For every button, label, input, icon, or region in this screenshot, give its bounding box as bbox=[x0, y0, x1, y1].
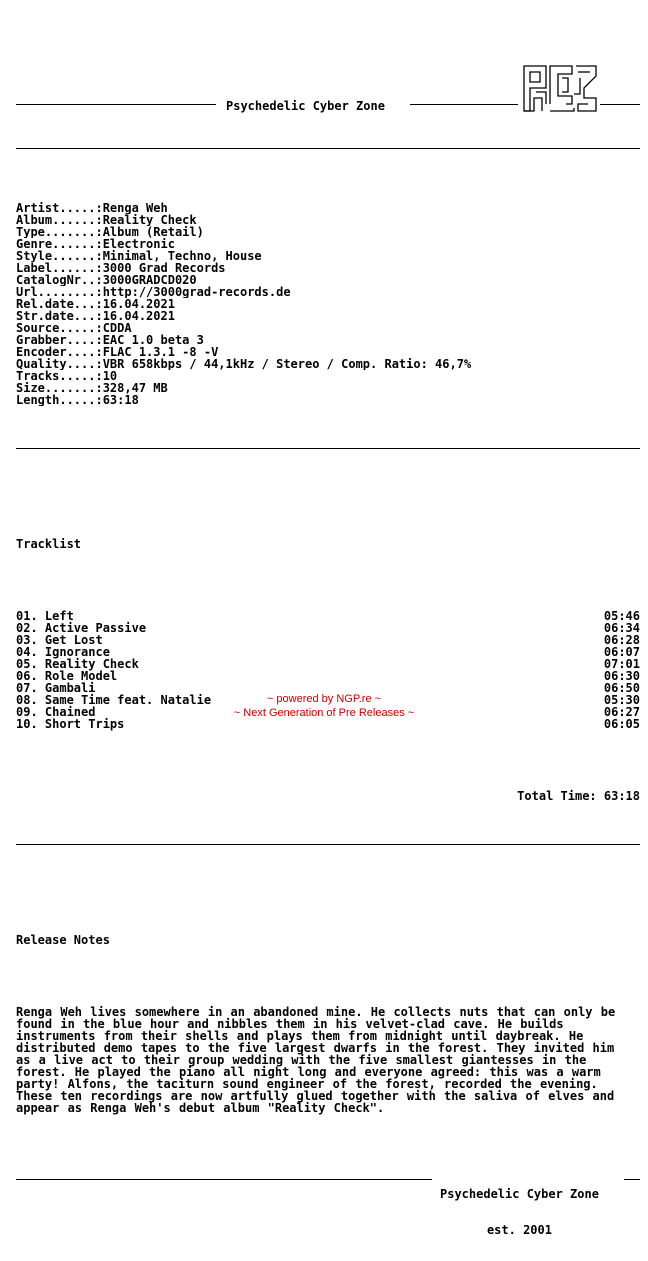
info-value: Renga Weh bbox=[102, 202, 168, 214]
info-key: Rel.date...: bbox=[16, 298, 103, 310]
info-key: Size.......: bbox=[16, 382, 103, 394]
track-title: 02. Active Passive bbox=[16, 621, 147, 635]
info-value: 63:18 bbox=[102, 394, 139, 406]
track-time: 06:50 bbox=[603, 681, 640, 695]
divider bbox=[16, 838, 640, 850]
info-key: Type.......: bbox=[16, 226, 103, 238]
info-key: Encoder....: bbox=[16, 346, 103, 358]
footer-text bbox=[440, 1164, 599, 1260]
info-key: Style......: bbox=[16, 250, 103, 262]
info-value: 10 bbox=[102, 370, 118, 382]
info-value: 328,47 MB bbox=[102, 382, 168, 394]
info-value: VBR 658kbps / 44,1kHz / Stereo / Comp. Ratio: 46,7% bbox=[102, 358, 472, 370]
footer-est: est. 2001 bbox=[486, 1223, 552, 1237]
info-value: 3000GRADCD020 bbox=[102, 274, 197, 286]
track-row bbox=[16, 622, 640, 634]
divider bbox=[16, 442, 640, 454]
nfo-document bbox=[16, 16, 640, 1237]
info-key: Str.date...: bbox=[16, 310, 103, 322]
info-key: Album......: bbox=[16, 214, 103, 226]
track-row bbox=[16, 670, 640, 682]
track-time: 05:46 bbox=[603, 609, 640, 623]
track-title: 09. Chained bbox=[16, 705, 96, 719]
info-key: Url........: bbox=[16, 286, 103, 298]
total-time: Total Time: 63:18 bbox=[517, 789, 640, 803]
blank-line bbox=[16, 478, 640, 490]
footer bbox=[16, 1162, 640, 1237]
info-key: Quality....: bbox=[16, 358, 103, 370]
track-time: 06:30 bbox=[603, 669, 640, 683]
info-row bbox=[16, 226, 640, 238]
info-row bbox=[16, 358, 640, 370]
track-title: 05. Reality Check bbox=[16, 657, 139, 671]
blank-line bbox=[16, 574, 640, 586]
info-row bbox=[16, 334, 640, 346]
credits bbox=[0, 692, 648, 720]
header bbox=[16, 64, 640, 112]
info-key: Artist.....: bbox=[16, 202, 103, 214]
info-row bbox=[16, 214, 640, 226]
credits-powered-by: ~ powered by NGP.re ~ bbox=[266, 693, 382, 705]
footer-rule-left bbox=[16, 1179, 432, 1180]
tracklist-heading: Tracklist bbox=[16, 538, 82, 550]
info-key: Tracks.....: bbox=[16, 370, 103, 382]
info-value: EAC 1.0 beta 3 bbox=[102, 334, 204, 346]
blank-line bbox=[16, 970, 640, 982]
track-title: 04. Ignorance bbox=[16, 645, 110, 659]
info-value: 16.04.2021 bbox=[102, 298, 175, 310]
info-key: CatalogNr..: bbox=[16, 274, 103, 286]
info-value: Album (Retail) bbox=[102, 226, 204, 238]
info-row bbox=[16, 322, 640, 334]
info-value: FLAC 1.3.1 -8 -V bbox=[102, 346, 219, 358]
track-title: 08. Same Time feat. Natalie bbox=[16, 693, 212, 707]
track-title: 01. Left bbox=[16, 609, 74, 623]
info-value: Minimal, Techno, House bbox=[102, 250, 262, 262]
info-row bbox=[16, 310, 640, 322]
info-row bbox=[16, 370, 640, 382]
info-row bbox=[16, 202, 640, 214]
track-time: 06:27 bbox=[603, 705, 640, 719]
footer-rule-right bbox=[624, 1179, 640, 1180]
info-row bbox=[16, 382, 640, 394]
footer-title: Psychedelic Cyber Zone bbox=[440, 1187, 599, 1201]
release-info bbox=[16, 202, 640, 406]
info-row bbox=[16, 346, 640, 358]
release-notes-text: Renga Weh lives somewhere in an abandoned mine. He collects nuts that can only be found in the blue hour and nibbles them in his velvet-clad cave. He builds instruments from their shells and plays them from midnight until daybreak. He distributed demo tapes to the five largest dwarfs in the forest. They invited him as a live act to their group wedding with the five smallest giantesses in the forest. He played the piano all night long and everyone agreed: this was a warm party! Alfons, the taciturn sound engineer of the forest, recorded the evening. These ten recordings are now artfully glued together with the saliva of elves and appear as Renga Weh's debut album "Reality Check". bbox=[16, 1005, 616, 1115]
info-key: Source.....: bbox=[16, 322, 103, 334]
track-time: 05:30 bbox=[603, 693, 640, 707]
track-title: 10. Short Trips bbox=[16, 717, 125, 731]
track-title: 06. Role Model bbox=[16, 669, 118, 683]
info-value: http://3000grad-records.de bbox=[102, 286, 291, 298]
track-time: 06:28 bbox=[603, 633, 640, 647]
track-title: 07. Gambali bbox=[16, 681, 96, 695]
info-value: Electronic bbox=[102, 238, 175, 250]
info-key: Length.....: bbox=[16, 394, 103, 406]
info-value: Reality Check bbox=[102, 214, 197, 226]
info-row bbox=[16, 274, 640, 286]
header-rule-left bbox=[16, 104, 216, 105]
track-time: 06:07 bbox=[603, 645, 640, 659]
info-value: 3000 Grad Records bbox=[102, 262, 226, 274]
info-row bbox=[16, 250, 640, 262]
info-row bbox=[16, 238, 640, 250]
blank-line bbox=[16, 754, 640, 766]
blank-line bbox=[16, 874, 640, 886]
header-rule-middle bbox=[410, 104, 518, 105]
pcz-logo bbox=[522, 64, 598, 112]
track-time: 06:34 bbox=[603, 621, 640, 635]
info-row bbox=[16, 286, 640, 298]
info-row bbox=[16, 394, 640, 406]
info-key: Genre......: bbox=[16, 238, 103, 250]
track-time: 06:05 bbox=[603, 717, 640, 731]
info-key: Label......: bbox=[16, 262, 103, 274]
spacer bbox=[16, 148, 640, 154]
info-value: CDDA bbox=[102, 322, 132, 334]
header-title: Psychedelic Cyber Zone bbox=[222, 100, 389, 112]
info-row bbox=[16, 298, 640, 310]
credits-tagline: ~ Next Generation of Pre Releases ~ bbox=[233, 707, 415, 719]
track-time: 07:01 bbox=[603, 657, 640, 671]
info-value: 16.04.2021 bbox=[102, 310, 175, 322]
track-title: 03. Get Lost bbox=[16, 633, 103, 647]
header-rule-right bbox=[600, 104, 640, 105]
info-key: Grabber....: bbox=[16, 334, 103, 346]
release-notes-heading: Release Notes bbox=[16, 934, 110, 946]
info-row bbox=[16, 262, 640, 274]
